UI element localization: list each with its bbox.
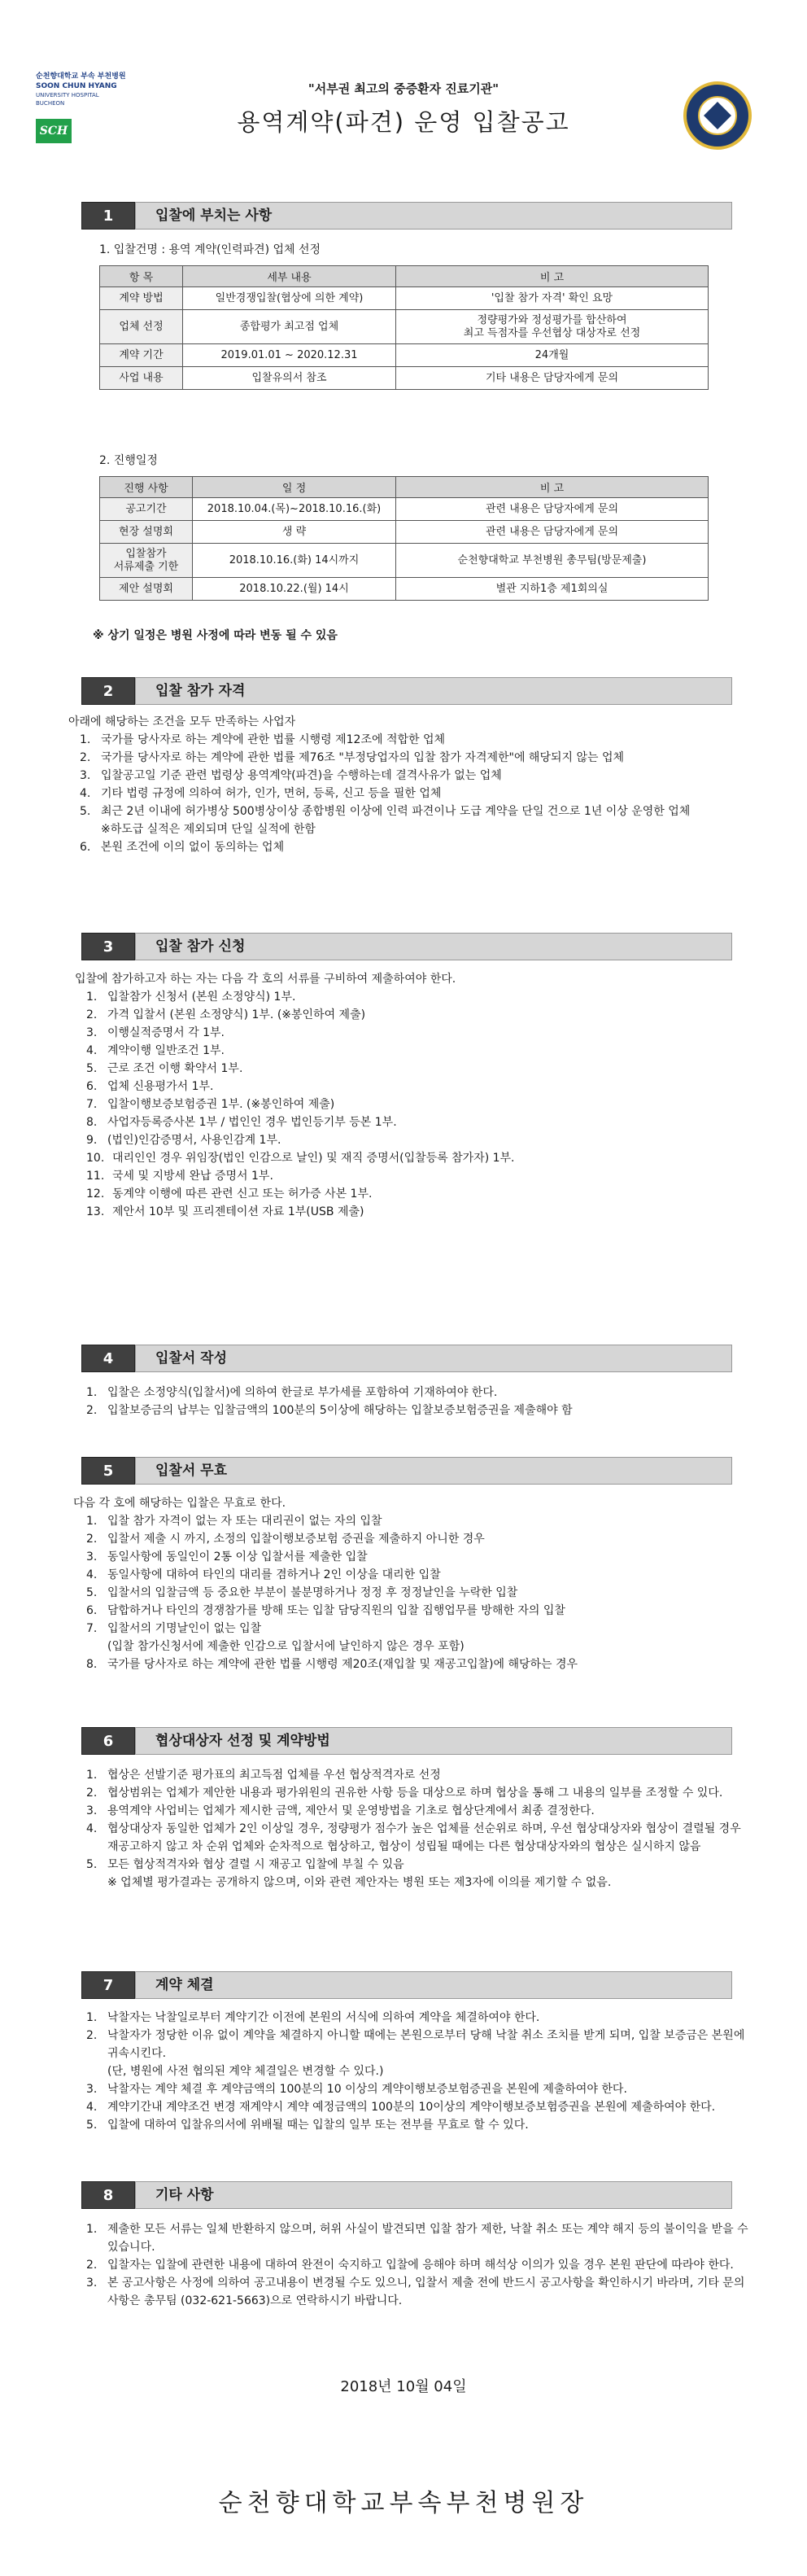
table-cell: 계약 방법 [100,287,183,310]
application-documents-list [75,988,735,1221]
column-header: 진행 사항 [100,477,193,498]
section-number: 6 [81,1727,135,1755]
section-number: 3 [81,933,135,960]
bid-writing-list [86,1384,753,1419]
table-cell: 업체 선정 [100,310,183,344]
tender-name: 1. 입찰건명 : 용역 계약(인력파견) 업체 선정 [99,243,321,256]
list-item: 5. 입찰에 대하여 입찰유의서에 위배될 때는 입찰의 일부 또는 전부를 무효로 할 수 있다. [86,2119,529,2132]
list-item: (입찰 참가신청서에 제출한 인감으로 입찰서에 날인하지 않은 경우 포함) [107,1640,465,1653]
table-cell: 기타 내용은 담당자에게 문의 [396,367,709,390]
sch-logo-mark: SCH [36,119,72,143]
section-4-header [81,1345,732,1372]
section-title: 기타 사항 [135,2181,732,2209]
section-title: 입찰서 무효 [135,1457,732,1485]
contract-list [86,2009,753,2134]
section-intro: 아래에 해당하는 조건을 모두 만족하는 사업자 [68,715,296,728]
application-block [75,970,735,1221]
list-item: 4. 협상대상자 동일한 업체가 2인 이상일 경우, 정량평가 점수가 높은 업체를 선순위로 하며, 우선 협상대상자와 협상이 결렬될 경우 재공고하지 않고 차 순위 업체와 순차적으로 협상하고, 협상이 성립될 때에는 다른 협상대상자와의 협상은 실시하지 않음 [86,1822,741,1853]
section-title: 입찰 참가 자격 [135,677,732,705]
list-item: 7. 입찰이행보증보험증권 1부. (※봉인하여 제출) [86,1098,335,1111]
section-number: 4 [81,1345,135,1372]
schedule-label: 2. 진행일정 [99,454,158,467]
list-item: 2. 협상범위는 업체가 제안한 내용과 평가위원의 권유한 사항 등을 대상으로 하며 협상을 통해 그 내용의 일부를 조정할 수 있다. [86,1787,723,1800]
section-number: 2 [81,677,135,705]
column-header: 비 고 [396,266,709,287]
tagline: "서부권 최고의 중증환자 진료기관" [308,81,499,96]
list-item: 5. 입찰서의 입찰금액 등 중요한 부분이 불분명하거나 정정 후 정정날인을 누락한 입찰 [86,1586,518,1599]
list-item: 6. 업체 신용평가서 1부. [86,1080,214,1093]
table-row [100,310,709,344]
table-cell: 종합평가 최고점 업체 [183,310,396,344]
logo-line-3: UNIVERSITY HOSPITAL [36,92,99,98]
list-item: 3. 낙찰자는 계약 체결 후 계약금액의 100분의 10 이상의 계약이행보증보험증권을 본원에 제출하여야 한다. [86,2083,627,2096]
section-number: 5 [81,1457,135,1485]
hospital-emblem-icon [683,81,752,150]
list-item: 5. 근로 조건 이행 확약서 1부. [86,1062,243,1075]
section-8-header [81,2181,732,2209]
section-title: 입찰서 작성 [135,1345,732,1372]
table-cell: 관련 내용은 담당자에게 문의 [396,521,709,544]
column-header: 세부 내용 [183,266,396,287]
section-number: 8 [81,2181,135,2209]
list-item: 2. 국가를 당사자로 하는 계약에 관한 법률 제76조 "부정당업자의 입찰 참가 자격제한"에 해당되지 않는 업체 [80,751,625,764]
section-title: 협상대상자 선정 및 계약방법 [135,1727,732,1755]
table-row [100,367,709,390]
tender-overview-table [99,265,709,390]
column-header: 일 정 [193,477,396,498]
logo-line-2: SOON CHUN HYANG [36,82,117,90]
section-number: 1 [81,202,135,230]
section-number: 7 [81,1971,135,1999]
column-header: 항 목 [100,266,183,287]
table-cell: 관련 내용은 담당자에게 문의 [396,498,709,521]
table-cell: 계약 기간 [100,344,183,367]
table-cell: 정량평가와 정성평가를 합산하여 최고 득점자를 우선협상 대상자로 선정 [396,310,709,344]
section-7-header [81,1971,732,1999]
table-row [100,578,709,601]
list-item: 1. 입찰참가 신청서 (본원 소정양식) 1부. [86,991,296,1004]
table-row [100,544,709,578]
table-cell: 공고기간 [100,498,193,521]
list-item: 5. 모든 협상적격자와 협상 결렬 시 재공고 입찰에 부칠 수 있음 [86,1858,404,1871]
list-item: 2. 입찰서 제출 시 까지, 소정의 입찰이행보증보험 증권을 제출하지 아니한 경우 [86,1533,485,1546]
section-title: 계약 체결 [135,1971,732,1999]
table-cell: 입찰참가 서류제출 기한 [100,544,193,578]
list-item: 1. 국가를 당사자로 하는 계약에 관한 법률 시행령 제12조에 적합한 업체 [80,733,446,746]
list-item: 2. 입찰보증금의 납부는 입찰금액의 100분의 5이상에 해당하는 입찰보증보험증권을 제출해야 함 [86,1404,573,1417]
list-item: 8. 국가를 당사자로 하는 계약에 관한 법률 시행령 제20조(재입찰 및 재공고입찰)에 해당하는 경우 [86,1658,578,1671]
list-item: 12. 동계약 이행에 따른 관련 신고 또는 허가증 사본 1부. [86,1187,373,1201]
list-item: 4. 동일사항에 대하여 타인의 대리를 겸하거나 2인 이상을 대리한 입찰 [86,1568,441,1581]
contract-block [86,2009,753,2134]
list-item: ※ 업체별 평가결과는 공개하지 않으며, 이와 관련 제안자는 병원 또는 제3자에 이의를 제기할 수 없음. [107,1876,612,1889]
section-3-header [81,933,732,960]
schedule-note: ※ 상기 일정은 병원 사정에 따라 변동 될 수 있음 [93,629,338,642]
negotiation-block [86,1766,753,1892]
section-1-header [81,202,732,230]
table-header-row [100,477,709,498]
list-item: 2. 가격 입찰서 (본원 소정양식) 1부. (※봉인하여 제출) [86,1008,366,1021]
table-header-row [100,266,709,287]
table-row [100,344,709,367]
table-cell: 사업 내용 [100,367,183,390]
list-item: 2. 낙찰자가 정당한 이유 없이 계약을 체결하지 아니할 때에는 본원으로부터 당해 낙찰 취소 조치를 받게 되며, 입찰 보증금은 본원에 귀속시킨다. [86,2029,745,2060]
table-cell: '입찰 참가 자격' 확인 요망 [396,287,709,310]
invalid-bid-block [73,1494,748,1673]
table-cell: 제안 설명회 [100,578,193,601]
notice-date: 2018년 10월 04일 [340,2378,467,2395]
section-title: 입찰 참가 신청 [135,933,732,960]
list-item: ※하도급 실적은 제외되며 단일 실적에 한함 [101,823,316,836]
table-cell: 입찰유의서 참조 [183,367,396,390]
table-cell: 순천향대학교 부천병원 총무팀(방문제출) [396,544,709,578]
issuer-signature: 순천향대학교부속부천병원장 [218,2489,589,2517]
list-item: 8. 사업자등록증사본 1부 / 법인인 경우 법인등기부 등본 1부. [86,1116,397,1129]
eligibility-list [68,731,735,856]
table-row [100,498,709,521]
list-item: 4. 계약기간내 계약조건 변경 재계약시 계약 예정금액의 100분의 10이상의 계약이행보증보험증권을 본원에 제출하여야 한다. [86,2101,716,2114]
list-item: 3. 이행실적증명서 각 1부. [86,1026,225,1039]
section-6-header [81,1727,732,1755]
list-item: 1. 낙찰자는 낙찰일로부터 계약기간 이전에 본원의 서식에 의하여 계약을 체결하여야 한다. [86,2011,540,2024]
list-item: 1. 입찰은 소정양식(입찰서)에 의하여 한글로 부가세를 포함하여 기재하여야 한다. [86,1386,498,1399]
eligibility-block [68,713,735,856]
table-cell: 현장 설명회 [100,521,193,544]
table-cell: 2019.01.01 ~ 2020.12.31 [183,344,396,367]
list-item: 1. 제출한 모든 서류는 일체 반환하지 않으며, 허위 사실이 발견되면 입찰 참가 제한, 낙찰 취소 또는 계약 해지 등의 불이익을 받을 수 있습니다. [86,2223,748,2254]
page-title: 용역계약(파견) 운영 입찰공고 [237,108,570,136]
invalid-bid-list [73,1512,748,1673]
list-item: (단, 병원에 사전 협의된 계약 체결일은 변경할 수 있다.) [107,2065,384,2078]
bid-writing-block [86,1384,753,1419]
list-item: 11. 국세 및 지방세 완납 증명서 1부. [86,1170,273,1183]
section-intro: 입찰에 참가하고자 하는 자는 다음 각 호의 서류를 구비하여 제출하여야 한다. [75,973,456,986]
section-5-header [81,1457,732,1485]
table-row [100,521,709,544]
list-item: 7. 입찰서의 기명날인이 없는 입찰 [86,1622,262,1635]
list-item: 5. 최근 2년 이내에 허가병상 500병상이상 종합병원 이상에 인력 파견이나 도급 계약을 단일 건으로 1년 이상 운영한 업체 [80,805,691,818]
list-item: 13. 제안서 10부 및 프리젠테이션 자료 1부(USB 제출) [86,1205,364,1218]
table-cell: 일반경쟁입찰(협상에 의한 계약) [183,287,396,310]
section-2-header [81,677,732,705]
misc-list [86,2220,753,2310]
section-title: 입찰에 부치는 사항 [135,202,732,230]
list-item: 1. 입찰 참가 자격이 없는 자 또는 대리권이 없는 자의 입찰 [86,1515,382,1528]
logo-line-4: BUCHEON [36,100,65,107]
table-cell: 2018.10.22.(월) 14시 [193,578,396,601]
document-header [0,0,807,163]
list-item: 10. 대리인인 경우 위임장(법인 인감으로 날인) 및 재직 증명서(입찰등록 참가자) 1부. [86,1152,515,1165]
list-item: 3. 용역계약 사업비는 업체가 제시한 금액, 제안서 및 운영방법을 기초로 협상단계에서 최종 결정한다. [86,1804,595,1817]
table-cell: 생 략 [193,521,396,544]
table-cell: 별관 지하1층 제1회의실 [396,578,709,601]
negotiation-list [86,1766,753,1892]
table-cell: 2018.10.04.(목)~2018.10.16.(화) [193,498,396,521]
section-intro: 다음 각 호에 해당하는 입찰은 무효로 한다. [73,1497,286,1510]
list-item: 1. 협상은 선발기준 평가표의 최고득점 업체를 우선 협상적격자로 선정 [86,1769,441,1782]
list-item: 6. 담합하거나 타인의 경쟁참가를 방해 또는 입찰 담당직원의 입찰 집행업무를 방해한 자의 입찰 [86,1604,565,1617]
list-item: 9. (법인)인감증명서, 사용인감계 1부. [86,1134,281,1147]
table-row [100,287,709,310]
list-item: 3. 입찰공고일 기준 관련 법령상 용역계약(파견)을 수행하는데 결격사유가 없는 업체 [80,769,502,782]
table-cell: 2018.10.16.(화) 14시까지 [193,544,396,578]
schedule-table [99,476,709,601]
table-cell: 24개월 [396,344,709,367]
list-item: 2. 입찰자는 입찰에 관련한 내용에 대하여 완전이 숙지하고 입찰에 응해야 하며 해석상 이의가 있을 경우 본원 판단에 따라야 한다. [86,2259,734,2272]
list-item: 6. 본원 조건에 이의 없이 동의하는 업체 [80,841,285,854]
list-item: 4. 기타 법령 규정에 의하여 허가, 인가, 면허, 등록, 신고 등을 필한 업체 [80,787,442,800]
list-item: 3. 본 공고사항은 사정에 의하여 공고내용이 변경될 수도 있으니, 입찰서 제출 전에 반드시 공고사항을 확인하시기 바라며, 기타 문의 사항은 총무팀 (032-621-5663)으로 연락하시기 바랍니다. [86,2276,745,2307]
list-item: 3. 동일사항에 동일인이 2통 이상 입찰서를 제출한 입찰 [86,1550,368,1564]
logo-line-1: 순천향대학교 부속 부천병원 [36,72,126,81]
column-header: 비 고 [396,477,709,498]
misc-block [86,2220,753,2310]
list-item: 4. 계약이행 일반조건 1부. [86,1044,225,1057]
